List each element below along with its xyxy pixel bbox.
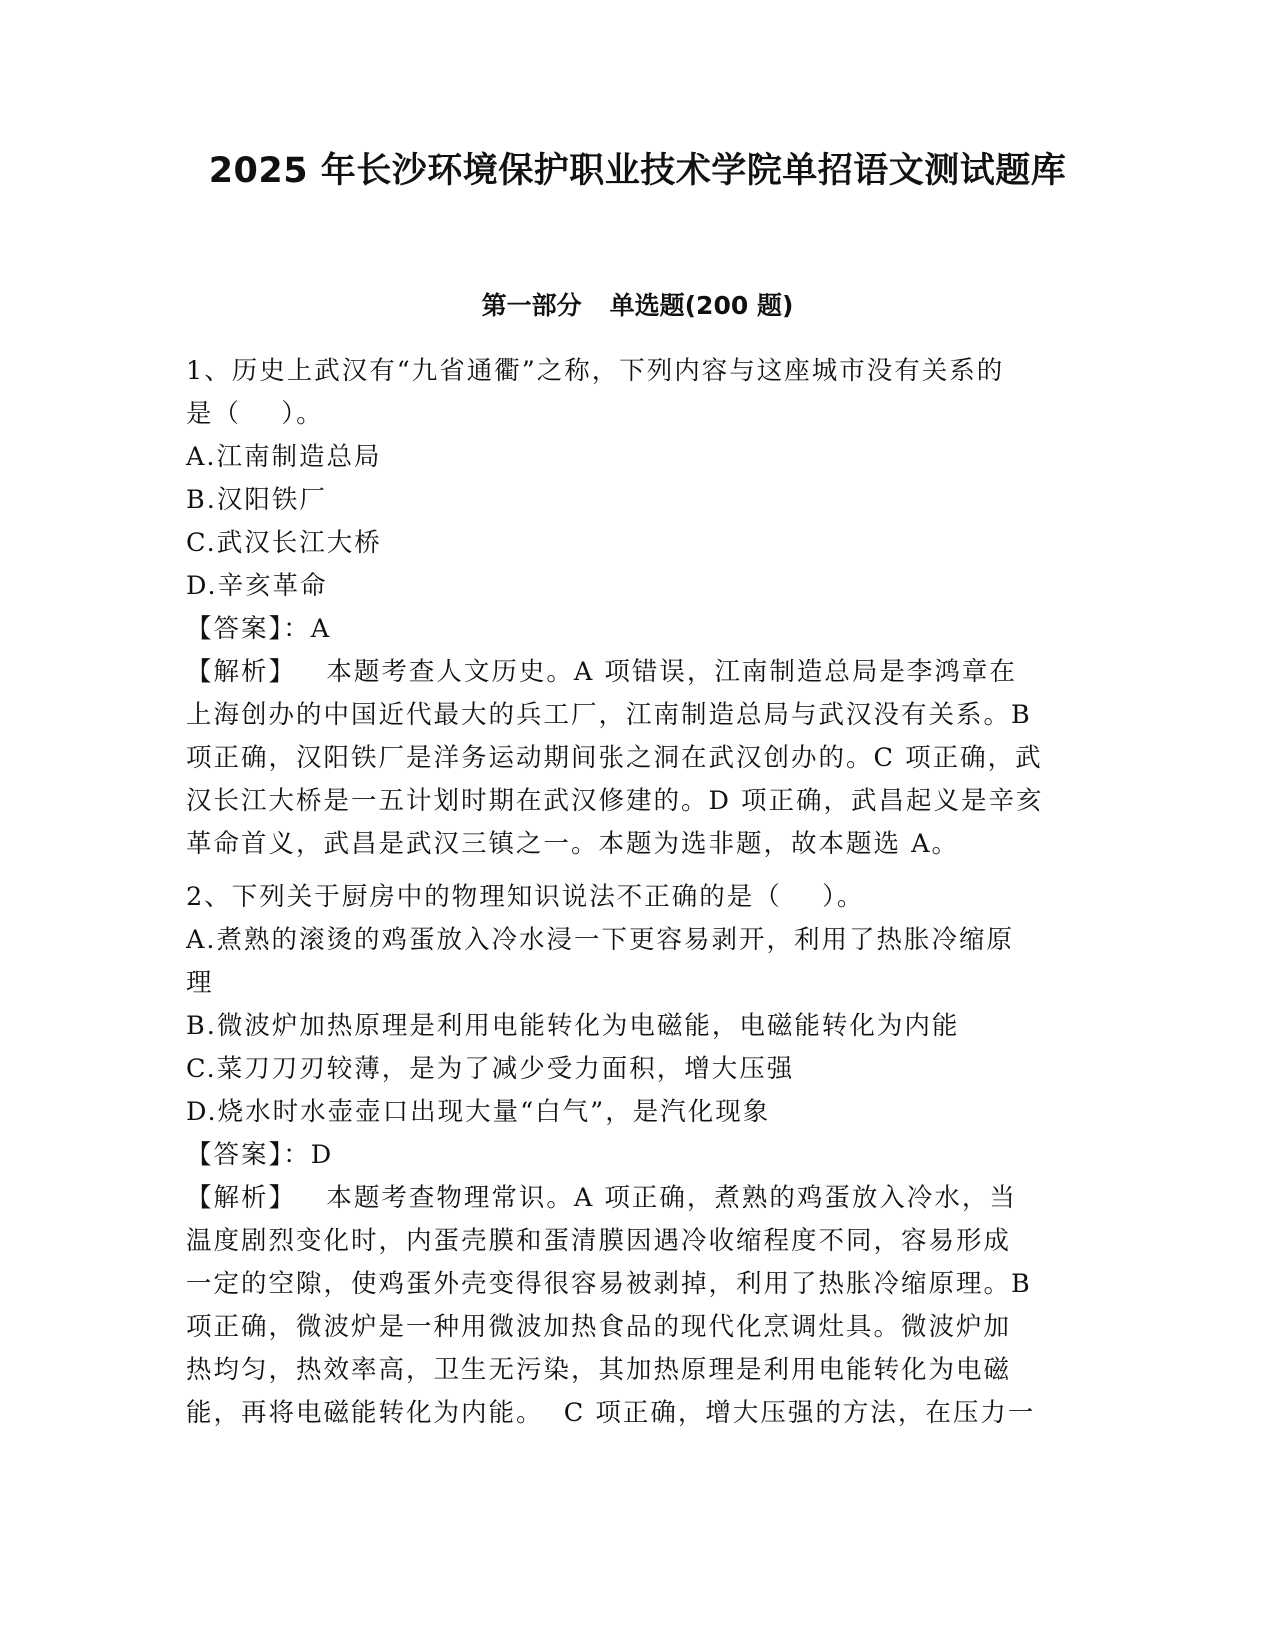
question-1 [186, 350, 1086, 866]
analysis-line: 温度剧烈变化时，内蛋壳膜和蛋清膜因遇冷收缩程度不同，容易形成 [186, 1226, 1012, 1256]
option-c: C.菜刀刀刃较薄，是为了减少受力面积，增大压强 [186, 1054, 795, 1084]
option-b: B.微波炉加热原理是利用电能转化为电磁能，电磁能转化为内能 [186, 1011, 960, 1041]
analysis-line: 上海创办的中国近代最大的兵工厂，江南制造总局与武汉没有关系。B [186, 700, 1032, 730]
analysis-line: 革命首义，武昌是武汉三镇之一。本题为选非题，故本题选 A。 [186, 829, 960, 859]
question-stem-line: 是（ ）。 [186, 399, 324, 429]
answer-line: 【答案】：D [186, 1140, 334, 1170]
option-d: D.烧水时水壶壶口出现大量“白气”，是汽化现象 [186, 1097, 771, 1127]
section-heading [0, 288, 1275, 324]
option-a: A.江南制造总局 [186, 442, 382, 472]
analysis-line: 能，再将电磁能转化为内能。 C 项正确，增大压强的方法，在压力一 [186, 1398, 1036, 1428]
question-spacer [186, 866, 1086, 876]
question-list [186, 350, 1086, 1435]
question-stem-line: 2、下列关于厨房中的物理知识说法不正确的是（ ）。 [186, 882, 865, 912]
option-a-continued: 理 [186, 968, 214, 998]
option-d: D.辛亥革命 [186, 571, 328, 601]
question-2 [186, 876, 1086, 1435]
analysis-line: 热均匀，热效率高，卫生无污染，其加热原理是利用电能转化为电磁 [186, 1355, 1012, 1385]
section-name: 单选题(200 题) [609, 291, 794, 320]
analysis-line: 项正确，微波炉是一种用微波加热食品的现代化烹调灶具。微波炉加 [186, 1312, 1012, 1342]
question-stem-line: 1、历史上武汉有“九省通衢”之称，下列内容与这座城市没有关系的 [186, 356, 1005, 386]
analysis-line: 【解析】 本题考查人文历史。A 项错误，江南制造总局是李鸿章在 [186, 657, 1017, 687]
option-a: A.煮熟的滚烫的鸡蛋放入冷水浸一下更容易剥开，利用了热胀冷缩原 [186, 925, 1015, 955]
document-title: 2025 年长沙环境保护职业技术学院单招语文测试题库 [208, 151, 1067, 191]
section-label: 第一部分 [481, 291, 582, 320]
answer-line: 【答案】：A [186, 614, 332, 644]
analysis-line: 【解析】 本题考查物理常识。A 项正确，煮熟的鸡蛋放入冷水，当 [186, 1183, 1017, 1213]
analysis-line: 项正确，汉阳铁厂是洋务运动期间张之洞在武汉创办的。C 项正确，武 [186, 743, 1043, 773]
option-c: C.武汉长江大桥 [186, 528, 382, 558]
analysis-line: 汉长江大桥是一五计划时期在武汉修建的。D 项正确，武昌起义是辛亥 [186, 786, 1044, 816]
analysis-line: 一定的空隙，使鸡蛋外壳变得很容易被剥掉，利用了热胀冷缩原理。B [186, 1269, 1032, 1299]
option-b: B.汉阳铁厂 [186, 485, 327, 515]
